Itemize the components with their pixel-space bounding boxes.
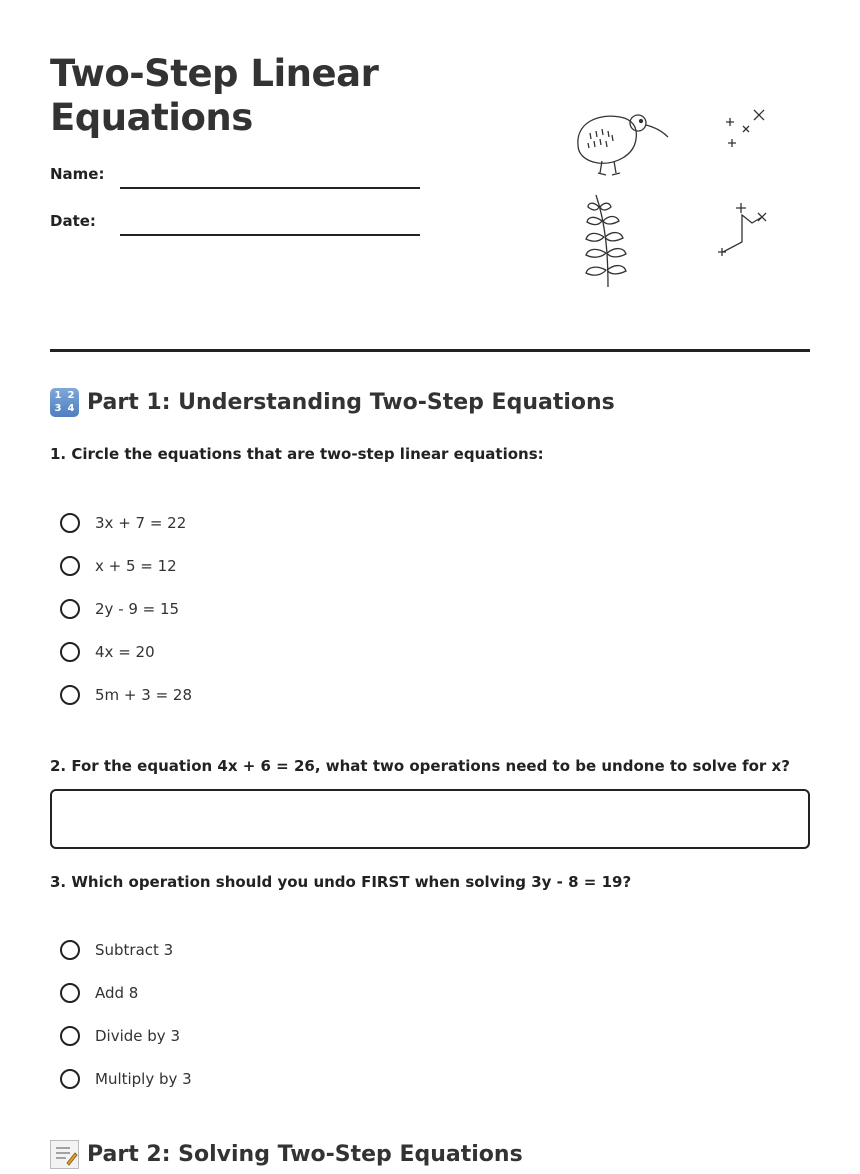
q1-option[interactable] [60, 509, 186, 537]
date-label: Date: [50, 212, 96, 230]
radio-button[interactable] [60, 983, 80, 1003]
option-label: Divide by 3 [95, 1027, 180, 1045]
stars-icon [726, 110, 764, 147]
q1-option[interactable] [60, 595, 179, 623]
part2-heading [50, 1140, 523, 1169]
input-numbers-icon: 1 2 3 4 [50, 388, 79, 417]
radio-button[interactable] [60, 642, 80, 662]
question-3: 3. Which operation should you undo FIRST when solving 3y - 8 = 19? [50, 873, 632, 891]
name-field[interactable] [120, 187, 420, 189]
q3-option[interactable] [60, 1022, 180, 1050]
name-label: Name: [50, 165, 105, 183]
q1-option[interactable] [60, 638, 155, 666]
question-1: 1. Circle the equations that are two-step linear equations: [50, 445, 544, 463]
date-field[interactable] [120, 234, 420, 236]
radio-button[interactable] [60, 599, 80, 619]
option-label: 5m + 3 = 28 [95, 686, 192, 704]
kiwi-fern-stars-illustration [540, 55, 800, 300]
header-divider [50, 349, 810, 352]
option-label: Subtract 3 [95, 941, 174, 959]
part2-title: Part 2: Solving Two-Step Equations [87, 1142, 523, 1167]
kiwi-bird-icon [578, 115, 668, 175]
q3-option[interactable] [60, 936, 173, 964]
radio-button[interactable] [60, 685, 80, 705]
worksheet-title: Two-Step Linear Equations [50, 52, 379, 139]
option-label: 3x + 7 = 22 [95, 514, 187, 532]
q3-option[interactable] [60, 1065, 192, 1093]
option-label: x + 5 = 12 [95, 557, 177, 575]
radio-button[interactable] [60, 940, 80, 960]
option-label: Multiply by 3 [95, 1070, 192, 1088]
fern-icon [586, 195, 626, 287]
q1-option[interactable] [60, 681, 192, 709]
radio-button[interactable] [60, 1069, 80, 1089]
question-2: 2. For the equation 4x + 6 = 26, what two operations need to be undone to solve for x? [50, 757, 790, 775]
header-illustration [540, 55, 800, 300]
option-label: 2y - 9 = 15 [95, 600, 180, 618]
option-label: Add 8 [95, 984, 139, 1002]
part1-heading [50, 388, 615, 417]
radio-button[interactable] [60, 556, 80, 576]
memo-icon [50, 1140, 79, 1169]
radio-button[interactable] [60, 513, 80, 533]
q3-option[interactable] [60, 979, 138, 1007]
option-label: 4x = 20 [95, 643, 155, 661]
q2-answer-box[interactable] [50, 789, 810, 849]
constellation-icon [718, 203, 766, 256]
radio-button[interactable] [60, 1026, 80, 1046]
part1-title: Part 1: Understanding Two-Step Equations [87, 390, 615, 415]
q1-option[interactable] [60, 552, 177, 580]
